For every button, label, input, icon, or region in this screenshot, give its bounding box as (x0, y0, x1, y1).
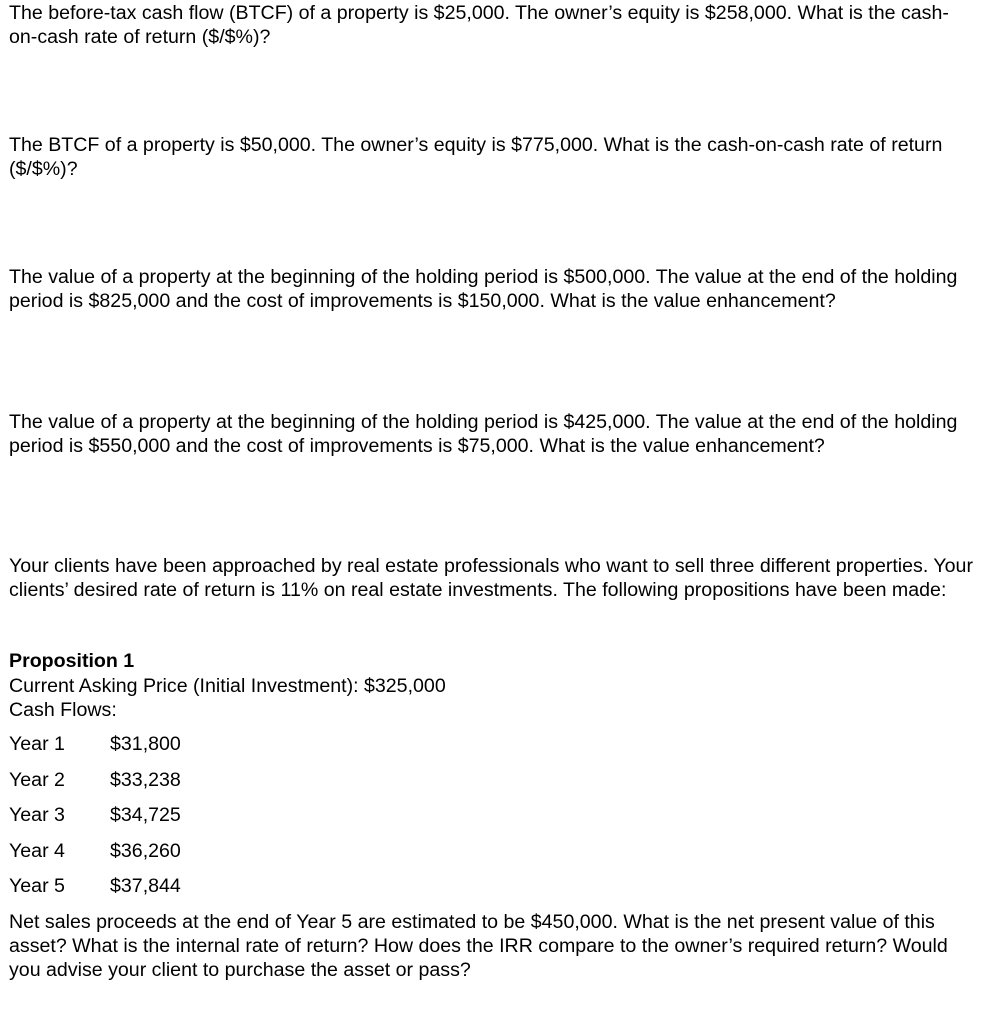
cash-flow-amount: $34,725 (110, 804, 181, 826)
proposition-question: Net sales proceeds at the end of Year 5 are estimated to be $450,000. What is the net present value of this asset? What is the internal rate of return? How does the IRR compare to the owner’s required return? Would you advise your client to purchase the asset or pass? (9, 911, 948, 981)
table-row (9, 732, 181, 768)
year-label: Year 4 (9, 839, 65, 862)
proposition-title: Proposition 1 (9, 650, 135, 672)
question-propositions-intro: Your clients have been approached by real estate professionals who want to sell three different properties. Your clients’ desired rate of return is 11% on real estate investments. The following propositions have been made: (9, 555, 973, 601)
question-value-enhancement-1: The value of a property at the beginning of the holding period is $500,000. The value at the end of the holding period is $825,000 and the cost of improvements is $150,000. What is the value enhancement? (9, 266, 958, 312)
table-row (9, 839, 181, 875)
year-label: Year 2 (9, 768, 65, 791)
cash-flows-table (9, 732, 181, 910)
year-label: Year 5 (9, 875, 65, 897)
asking-price: Current Asking Price (Initial Investment): $325,000 (9, 675, 446, 697)
question-btcf-2: The BTCF of a property is $50,000. The owner’s equity is $775,000. What is the cash-on-cash rate of return ($/$%)? (9, 134, 943, 180)
year-label: Year 3 (9, 804, 65, 826)
table-row (9, 874, 181, 910)
table-row (9, 803, 181, 839)
cash-flow-amount: $36,260 (110, 839, 181, 862)
year-label: Year 1 (9, 733, 65, 755)
question-value-enhancement-2: The value of a property at the beginning of the holding period is $425,000. The value at the end of the holding period is $550,000 and the cost of improvements is $75,000. What is the value enhancement? (9, 411, 958, 457)
cash-flow-amount: $33,238 (110, 768, 181, 791)
cash-flow-amount: $37,844 (110, 875, 181, 897)
cash-flow-amount: $31,800 (110, 733, 181, 755)
question-btcf-1: The before-tax cash flow (BTCF) of a property is $25,000. The owner’s equity is $258,000. What is the cash-on-cash rate of return ($/$%)? (9, 2, 949, 48)
cash-flows-label: Cash Flows: (9, 699, 117, 721)
table-row (9, 768, 181, 804)
